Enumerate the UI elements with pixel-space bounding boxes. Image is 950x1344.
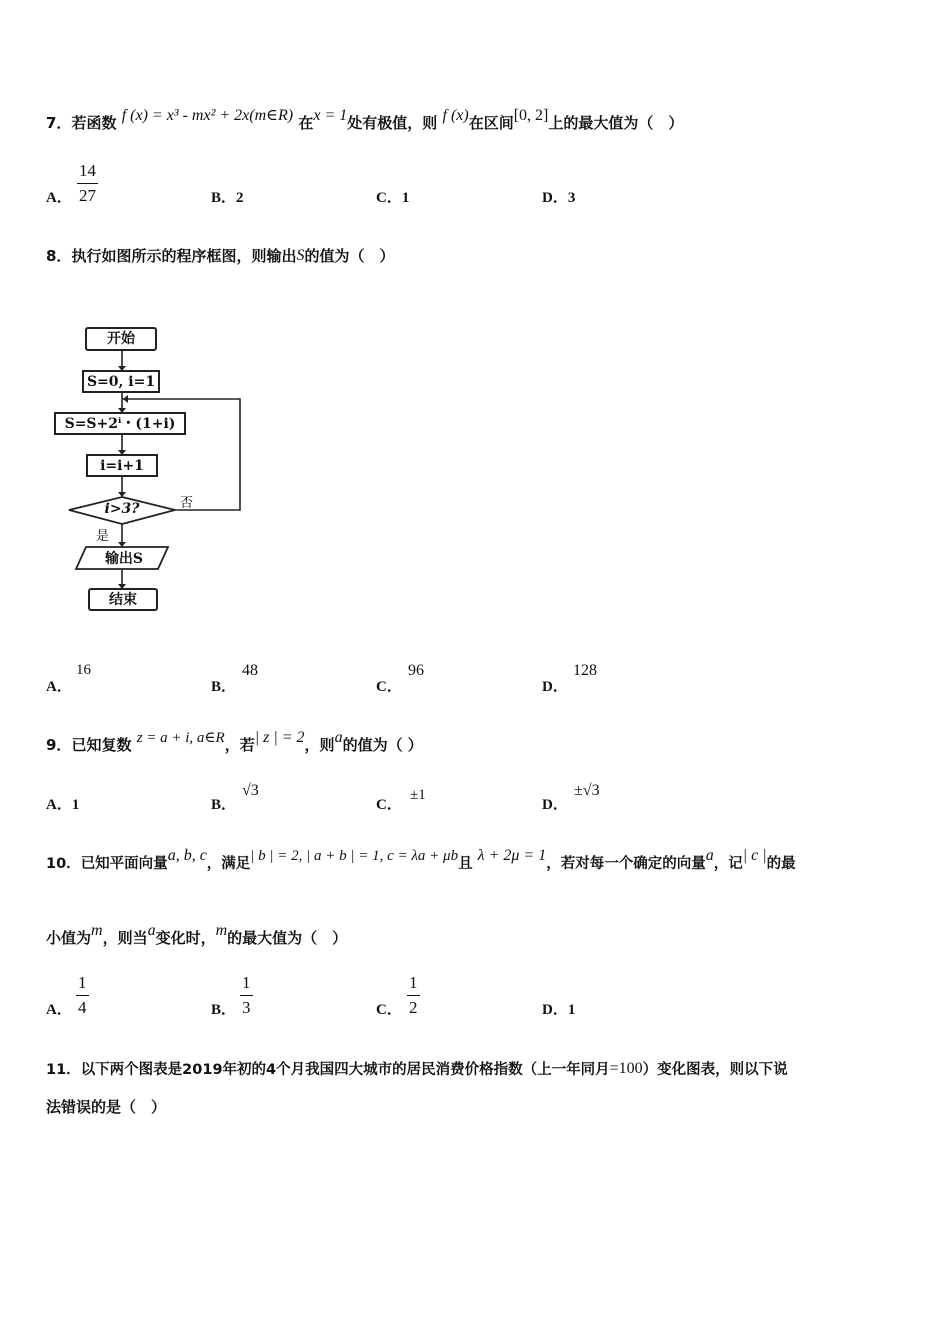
- flow-start: 开始: [85, 327, 157, 351]
- flow-init: S=0, i=1: [82, 370, 160, 393]
- option-a-fraction: $\frac{1}{4}$: [78, 973, 87, 1017]
- question-number: 10．: [46, 856, 81, 872]
- option-b[interactable]: B．2: [211, 190, 244, 206]
- flow-end: 结束: [88, 588, 158, 611]
- question-11-line-2: 法错误的是（ ）: [46, 1098, 167, 1116]
- function-expression: f (x) = x³ - mx² + 2x(m∈R): [121, 107, 294, 124]
- option-b[interactable]: B．: [211, 679, 237, 695]
- flow-condition: i>3?: [104, 501, 140, 517]
- option-d[interactable]: D．3: [542, 190, 576, 206]
- question-number: 9．: [46, 736, 72, 754]
- flow-update: S=S+2ⁱ・(1+i): [54, 412, 186, 435]
- flow-no-label: 否: [180, 496, 194, 511]
- option-a[interactable]: A．: [46, 679, 72, 695]
- question-number: 7．: [46, 114, 72, 132]
- option-a[interactable]: A．: [46, 190, 72, 206]
- option-b[interactable]: B．: [211, 1002, 237, 1018]
- question-10: 10．已知平面向量a, b, c，满足| b | = 2, | a + b | = 1, c = λa + μb且 λ + 2μ = 1，若对每一个确定的向量a，记| c |的最: [46, 847, 796, 872]
- option-a[interactable]: A．: [46, 1002, 72, 1018]
- flow-yes-label: 是: [96, 529, 110, 544]
- question-11: 11．以下两个图表是2019年初的4个月我国四大城市的居民消费价格指数（上一年同月=100）变化图表，则以下说: [46, 1060, 788, 1078]
- option-d[interactable]: D．: [542, 797, 568, 813]
- option-a[interactable]: A．1: [46, 797, 80, 813]
- option-c[interactable]: C．: [376, 797, 402, 813]
- flow-output: 输出S: [104, 551, 144, 567]
- question-8: 8．执行如图所示的程序框图，则输出S的值为（ ）: [46, 247, 395, 265]
- option-d[interactable]: D．1: [542, 1002, 576, 1018]
- option-c[interactable]: C．: [376, 1002, 402, 1018]
- option-b[interactable]: B．: [211, 797, 237, 813]
- option-c[interactable]: C．1: [376, 190, 410, 206]
- option-d[interactable]: D．: [542, 679, 568, 695]
- question-10-line-2: 小值为m，则当a变化时，m的最大值为（ ）: [46, 922, 348, 947]
- question-number: 8．: [46, 247, 72, 265]
- question-7: 7．若函数 f (x) = x³ - mx² + 2x(m∈R) 在x = 1处有极值，则 f (x)在区间[0, 2]上的最大值为（ ）: [46, 107, 684, 132]
- question-9: 9．已知复数 z = a + i, a∈R，若| z | = 2，则a的值为（ ）: [46, 729, 423, 754]
- option-b-fraction: $\frac{1}{3}$: [242, 973, 251, 1017]
- option-c[interactable]: C．: [376, 679, 402, 695]
- flowchart: [40, 320, 260, 630]
- flow-increment: i=i+1: [86, 454, 158, 477]
- option-a-fraction: $\frac{14}{27}$: [79, 161, 96, 205]
- question-number: 11．: [46, 1062, 81, 1078]
- option-c-fraction: $\frac{1}{2}$: [409, 973, 418, 1017]
